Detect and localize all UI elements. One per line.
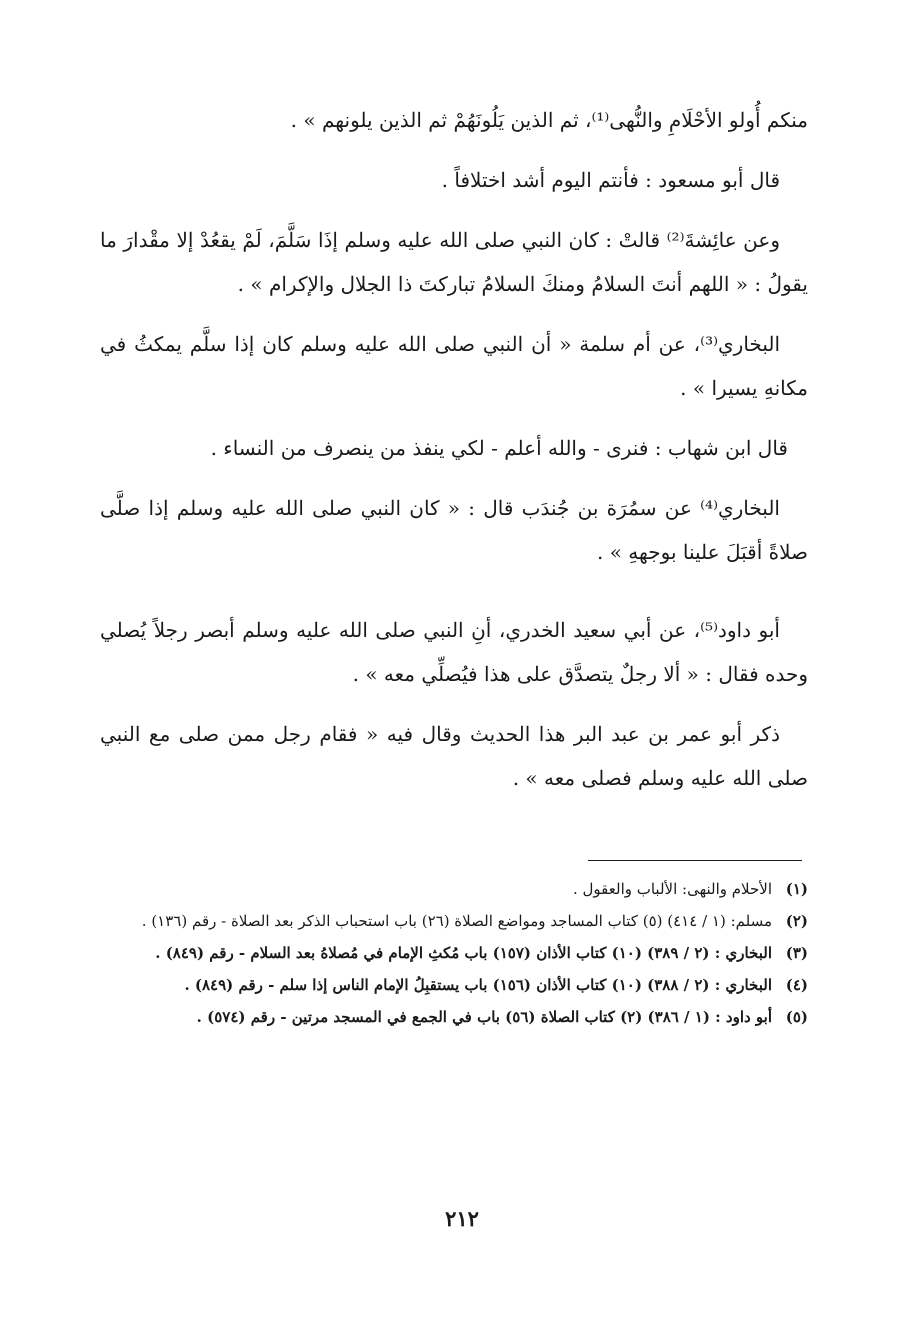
paragraph — [100, 712, 808, 800]
paragraph-text: قال ابن شهاب : فنرى - والله أعلم - لكي ينفذ من ينصرف من النساء . — [210, 436, 788, 460]
paragraph-text: أبو داود⁽⁵⁾، عن أبي سعيد الخدري، أنِ النبي صلى الله عليه وسلم أبصر رجلاً يُصلي وحده فقال : « ألا رجلٌ يتصدَّق على هذا فيُصلِّي معه » . — [100, 618, 808, 686]
paragraph — [100, 486, 808, 574]
main-text — [100, 98, 808, 816]
footnote — [106, 972, 808, 998]
paragraph: منكم أُولو الأحْلَامِ والنُّهى⁽¹⁾، ثم الذين يَلُونَهُمْ ثم الذين يلونهم » . — [290, 108, 808, 132]
paragraph — [100, 158, 808, 202]
page-number: ٢١٢ — [445, 1206, 479, 1231]
footnote-text: البخاري : (٢ / ٣٨٩) (١٠) كتاب الأذان (١٥٧) باب مُكثِ الإمام في مُصلاهُ بعد السلام - رقم (٨٤٩) . — [155, 944, 772, 962]
paragraph-text: قال أبو مسعود : فأنتم اليوم أشد اختلافاً . — [441, 168, 780, 192]
footnote-text: أبو داود : (١ / ٣٨٦) (٢) كتاب الصلاة (٥٦) باب في الجمع في المسجد مرتين - رقم (٥٧٤) . — [196, 1008, 772, 1026]
paragraph — [100, 218, 808, 306]
paragraph-text: ذكر أبو عمر بن عبد البر هذا الحديث وقال فيه « فقام رجل ممن صلى مع النبي صلى الله عليه وسلم فصلى معه » . — [100, 722, 808, 790]
footnote-number: (٤) — [785, 976, 808, 994]
footnote-text: البخاري : (٢ / ٣٨٨) (١٠) كتاب الأذان (١٥٦) باب يستقبِلُ الإمام الناس إذا سلم - رقم (٨٤٩) . — [184, 976, 772, 994]
paragraph-text: البخاري⁽³⁾، عن أم سلمة « أن النبي صلى الله عليه وسلم كان إذا سلَّم يمكثُ في مكانهِ يسيرا » . — [100, 332, 808, 400]
footnote-number: (٣) — [785, 944, 808, 962]
paragraph — [100, 322, 808, 410]
footnote-number: (٥) — [785, 1008, 808, 1026]
footnote-number: (٢) — [785, 912, 808, 930]
paragraph — [70, 426, 816, 470]
footnote-text: مسلم: (١ / ٤١٤) (٥) كتاب المساجد ومواضع الصلاة (٢٦) باب استحباب الذكر بعد الصلاة - رقم (١٣٦) . — [141, 912, 772, 930]
footnote — [106, 1004, 808, 1030]
footnote-separator — [588, 860, 802, 861]
paragraph-text: البخاري⁽⁴⁾ عن سمُرَة بن جُندَب قال : « كان النبي صلى الله عليه وسلم إذا صلَّى صلاةً أقبَلَ علينا بوجههِ » . — [100, 496, 808, 564]
footnote-text: الأحلام والنهى: الألباب والعقول . — [572, 880, 772, 898]
footnote — [106, 876, 808, 902]
footnote — [106, 908, 808, 934]
paragraph-text: وعن عائِشةَ⁽²⁾ قالتْ : كان النبي صلى الله عليه وسلم إذَا سَلَّمَ، لَمْ يقعُدْ إلا مقْدارَ ما يقولُ : « اللهم أنتَ السلامُ ومنكَ السلامُ تباركتَ ذا الجلال والإكرام » . — [100, 228, 808, 296]
paragraph — [100, 608, 808, 696]
footnote — [106, 940, 808, 966]
footnote-number: (١) — [785, 880, 808, 898]
footnotes — [106, 876, 808, 1036]
